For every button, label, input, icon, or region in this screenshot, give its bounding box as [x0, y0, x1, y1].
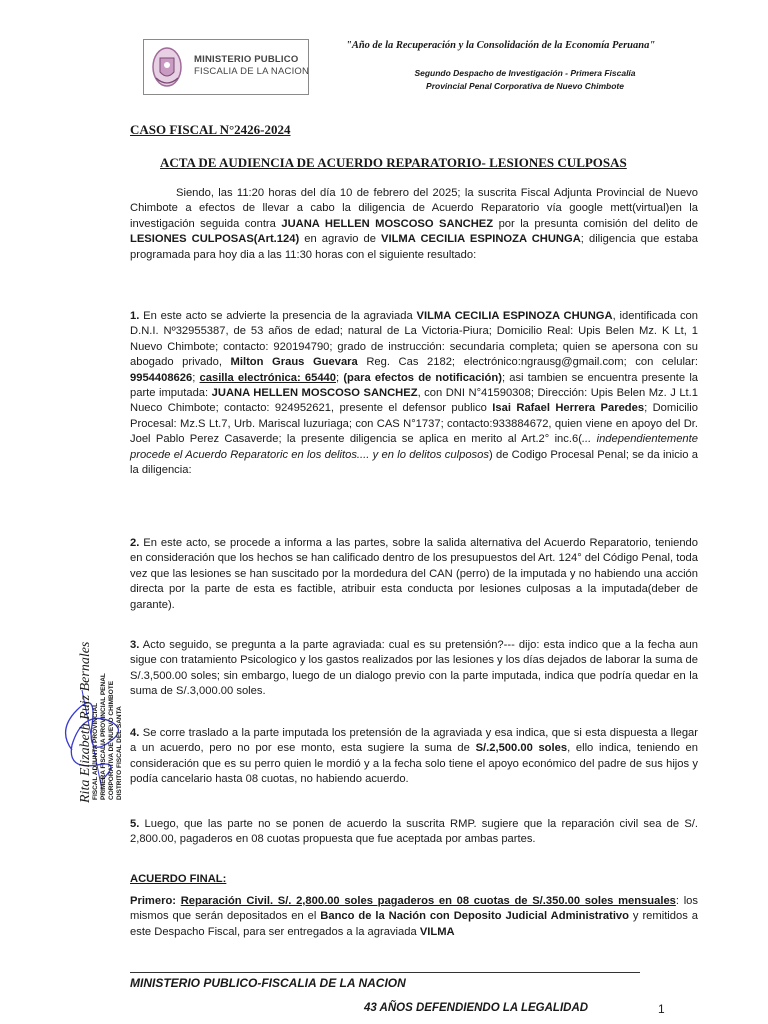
acuerdo-final-heading: ACUERDO FINAL: — [130, 873, 227, 885]
office-line-2: Provincial Penal Corporativa de Nuevo Chimbote — [426, 81, 624, 91]
stamp-line-3: CORPORATIVA DE NUEVO CHIMBOTE — [108, 680, 115, 800]
stamp-details — [92, 673, 124, 800]
case-number: CASO FISCAL N°2426-2024 — [130, 122, 291, 137]
paragraph-5: 5. Luego, que las parte no se ponen de acuerdo la suscrita RMP. sugiere que la reparación civil sea de S/. 2,800.00, pagaderos en 08 cuotas propuesta que fue aceptada por ambas partes. — [130, 818, 698, 846]
stamp-line-4: DISTRITO FISCAL DEL SANTA — [116, 706, 123, 800]
paragraph-4: 4. Se corre traslado a la parte imputada los pretensión de la agraviada y esa indica, que si esta dispuesta a llegar a un acuerdo, pero no por ese monto, esta sugiere la suma de S/.2,500.00 soles, ello indica, teniendo en consideración que es su perro quien le mordió y a la fecha solo tiene el apoyo económico del padre de sus hijos y podía cancelario hasta 08 cuotas, no habiendo acuerdo. — [130, 727, 699, 786]
ministerio-label: MINISTERIO PUBLICO — [194, 54, 299, 65]
stamp-line-2: PRIMERA FISCALIA PROVINCIAL PENAL — [100, 673, 107, 800]
office-line-1: Segundo Despacho de Investigación - Primera Fiscalía — [414, 68, 636, 78]
paragraph-2: 2. En este acto, se procede a informa a las partes, sobre la salida alternativa del Acuerdo Reparatorio, teniendo en consideración que los hechos se han calificado dentro de los presupuestos del Art. 124° del Código Penal, toda vez que las lesiones se han suscitado por la mordedura del CAN (perro) de la imputada y no habiendo una acción directa por la parte de esta es factible, atribuir esta conducta por lesiones culposas a la imputada(deber de garante). — [130, 537, 698, 611]
year-motto: "Año de la Recuperación y la Consolidación de la Economía Peruana" — [346, 40, 656, 51]
office-heading — [380, 67, 670, 93]
footer-slogan: 43 AÑOS DEFENDIENDO LA LEGALIDAD — [364, 1002, 589, 1014]
paragraph-1: 1. En este acto se advierte la presencia de la agraviada VILMA CECILIA ESPINOZA CHUNGA, identificada con D.N.I. Nº32955387, de 53 años de edad; natural de La Victoria-Piura; Domicilio Real: Upis Belen Mz. K Lt, 1 Nuevo Chimbote; contacto: 920194790; grado de instrucción: secundaria completa; quien se apersona con su abogado privado, Milton Graus Guevara Reg. Cas 2182; electrónico:ngrausg@gmail.com; con celular: 9954408626; casilla electrónica: 65440; (para efectos de notificación); asi tambien se encuentra presente la parte imputada: JUANA HELLEN MOSCOSO SANCHEZ, con DNI N°41590308; Dirección: Upis Belen Mz. J Lt.1 Nueco Chimbote; contacto: 924952621, presente el defensor publico Isai Rafael Herrera Paredes; Domicilio Procesal: Mz.S Lt.7, Urb. Mariscal luzuriaga; con CAS N°1737; contacto:933884672, quien viene en apoyo del Dr. Joel Pablo Perez Casaverde; la presente diligencia se aplica en merito al Art.2° inc.6(... independientemente procede el Acuerdo Reparatoric en los delitos.... y en lo delitos culposos) de Codigo Procesal Penal; se da inicio a la diligencia: — [130, 310, 699, 477]
coat-of-arms-icon — [150, 44, 184, 90]
paragraph-3: 3. Acto seguido, se pregunta a la parte agraviada: cual es su pretensión?--- dijo: esta indico que a la fecha aun sigue con tratamiento Psicologico y los gastos realizados por las lesiones y los días dejados de laborar la suma de S/.3,500.00 soles; sin embargo, luego de un dialogo previo con la parte imputada, indica que podría quedar en la suma de S/.3,000.00 soles. — [130, 639, 698, 698]
page-number: 1 — [658, 1002, 665, 1016]
footer-divider — [130, 972, 640, 973]
acuerdo-primero: Primero: Reparación Civil. S/. 2,800.00 soles pagaderos en 08 cuotas de S/.350.00 soles mensuales: los mismos que serán depositados en el Banco de la Nación con Deposito Judicial Administrativo y remitidos a este Despacho Fiscal, para ser entregados a la agraviada VILMA — [130, 895, 698, 938]
document-title: ACTA DE AUDIENCIA DE ACUERDO REPARATORIO- LESIONES CULPOSAS — [160, 155, 627, 170]
footer-institution: MINISTERIO PUBLICO-FISCALIA DE LA NACION — [130, 976, 406, 990]
stamp-name: Rita Elizabeth Ruiz Bernales — [78, 641, 93, 803]
stamp-line-1: FISCAL ADJUNTA PROVINCIAL — [92, 702, 99, 800]
fiscalia-label: FISCALIA DE LA NACION — [194, 66, 310, 77]
intro-paragraph: Siendo, las 11:20 horas del día 10 de febrero del 2025; la suscrita Fiscal Adjunta Provincial de Nuevo Chimbote a efectos de llevar a cabo la diligencia de Acuerdo Reparatorio vía google mett(virtual)en la investigación seguida contra JUANA HELLEN MOSCOSO SANCHEZ por la presunta comisión del delito de LESIONES CULPOSAS(Art.124) en agravio de VILMA CECILIA ESPINOZA CHUNGA; diligencia que estaba programada para hoy dia a las 11:30 horas con el siguiente resultado: — [130, 187, 699, 261]
